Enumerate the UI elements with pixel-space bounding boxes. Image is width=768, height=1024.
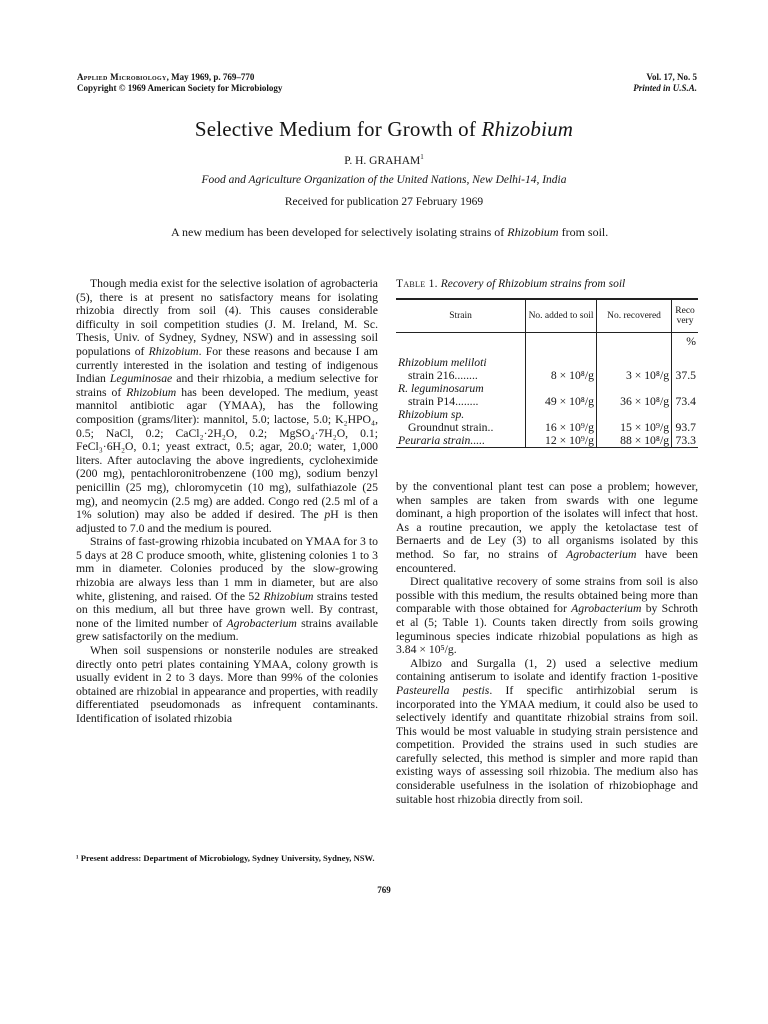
- volume-number: Vol. 17, No. 5: [646, 72, 697, 82]
- abstract-after: from soil.: [558, 225, 609, 239]
- italic-text-run: Leguminosae: [109, 372, 173, 386]
- left-paragraph-1: [76, 277, 378, 535]
- text-run: Though media exist for the selective isolation of agrobacteria (5), there is at present no satisfactory means for isolating rhizobia directly from soil (4). This causes considerable difficulty in soil competition studies (J. M. Ireland, M. Sc. Thesis, Univ. of Sydney, Sydney, NSW) and in assessing soil populations of: [76, 277, 378, 358]
- received-date: Received for publication 27 February 1969: [284, 196, 484, 208]
- text-run: When soil suspensions or nonsterile nodules are streaked directly onto petri plates containing YMAA, colony growth is usually evident in 2 to 3 days. More than 99% of the colonies obtained are rhizobial in appearance and properties, with readily differentiated pseudomonads as infrequent contaminants. Identification of isolated rhizobia: [76, 644, 378, 725]
- text-run: by the conventional plant test can pose a problem; however, when samples are taken from swards with one legume dominant, a high proportion of the isolates will infect that host. As a routine precaution, we apply the ketolactase test of Bernaerts and de Ley (3) to all organisms isolated by this method. So far, no strains of: [396, 480, 698, 561]
- table-row: [396, 421, 698, 434]
- table-unit-row: [396, 333, 698, 357]
- strain-name: Groundnut strain..: [408, 421, 494, 434]
- strain-name: Rhizobium sp.: [398, 408, 465, 421]
- footnote: ¹ Present address: Department of Microbiology, Sydney University, Sydney, NSW.: [76, 853, 375, 863]
- table-caption-text: Recovery of Rhizobium strains from soil: [440, 278, 626, 290]
- table-percent-unit: %: [672, 333, 698, 357]
- volume-header: [633, 72, 697, 94]
- text-run: and their rhizobia, a medium selective for strains of: [76, 372, 379, 399]
- recovery-percent: 73.3: [672, 434, 698, 448]
- table-row: [396, 369, 698, 382]
- italic-text-run: Rhizobium: [263, 589, 314, 603]
- right-column: [396, 480, 698, 806]
- recovery-percent: 37.5: [672, 369, 698, 382]
- right-paragraph-3: [396, 657, 698, 807]
- text-run: Albizo and Surgalla (1, 2) used a selective medium containing antiserum to isolate and identify fraction 1-positive: [396, 656, 698, 684]
- number-added: 8 × 10⁸/g: [526, 369, 597, 382]
- strain-name: strain P14........: [408, 395, 479, 408]
- copyright-line: Copyright © 1969 American Society for Microbiology: [77, 83, 283, 93]
- affiliation: Food and Agriculture Organization of the United Nations, New Delhi-14, India: [201, 174, 567, 186]
- text-run: Direct qualitative recovery of some strains from soil is also possible with this medium, the results obtained being more than comparable with those obtained for: [396, 575, 698, 616]
- text-run: . If specific antirhizobial serum is incorporated into the YMAA medium, it could also be used to selectively identify and quantitate rhizobial strains from soil. This would be most valuable in studying strain persistence and competition. Provided the strains used in such studies are carefully selected, this method is simpler and more rapid than existing ways of assessing soil rhizobia. The medium also has considerable usefulness in the isolation of rhizobiophage and suitable host rhizobia directly from soil.: [396, 683, 698, 806]
- author-footnote-mark: 1: [420, 153, 424, 161]
- page-number: 769: [377, 885, 391, 895]
- recovery-percent: 93.7: [672, 421, 698, 434]
- journal-name: Applied Microbiology: [77, 72, 167, 82]
- table-header-recovered: No. recovered: [596, 299, 671, 333]
- table-label: Table 1.: [396, 278, 438, 290]
- italic-text-run: Rhizobium: [148, 344, 199, 358]
- left-column: [76, 277, 378, 726]
- author-line: [0, 153, 768, 167]
- article-title: [0, 117, 768, 142]
- abstract-before: A new medium has been developed for selectively isolating strains of: [171, 225, 508, 239]
- table-row: [396, 395, 698, 408]
- number-added: 49 × 10⁸/g: [526, 395, 597, 408]
- title-italic: Rhizobium: [481, 117, 574, 141]
- text-run: Strains of fast-growing rhizobia incubated on YMAA for 3 to 5 days at 28 C produce smooth, white, glistening colonies 1 to 3 mm in diameter. Colonies produced by the slow-growing rhizobia are always less than 1 mm in diameter, but are also white, glistening, and raised. Of the 52: [76, 535, 378, 603]
- title-main: Selective Medium for Growth of: [194, 117, 482, 141]
- journal-header: [77, 72, 282, 94]
- right-paragraph-2: [396, 575, 698, 657]
- abstract: [131, 225, 641, 239]
- recovery-percent: 73.4: [672, 395, 698, 408]
- strain-name: strain 216........: [408, 369, 478, 382]
- italic-text-run: Rhizobium: [126, 385, 177, 399]
- left-paragraph-2: [76, 535, 378, 644]
- text-run: . For these reasons and because I am currently interested in the isolation and testing of indigenous Indian: [76, 344, 378, 386]
- text-run: have been encountered.: [396, 547, 699, 575]
- text-run: strains available grew satisfactorily on the medium.: [76, 616, 379, 644]
- text-run: H is then adjusted to 7.0 and the medium is poured.: [76, 508, 379, 535]
- italic-text-run: Agrobacterium: [571, 602, 642, 616]
- author-name: P. H. GRAHAM: [344, 154, 421, 167]
- italic-text-run: Agrobacterium: [226, 616, 297, 630]
- table-caption: [396, 278, 700, 290]
- table-header-strain: Strain: [396, 299, 526, 333]
- journal-issue: , May 1969, p. 769–770: [166, 72, 255, 82]
- number-added: 16 × 10⁹/g: [526, 421, 597, 434]
- printed-in: Printed in U.S.A.: [633, 83, 697, 93]
- text-run: has been developed. The medium, yeast mannitol antibiotic agar (YMAA), has the following composition (grams/liter): mannitol, 5.0; lactose, 5.0; K₂HPO₄, 0.5; NaCl, 0.2; CaCl₂·2H₂O, 0.2; MgSO₄·7H₂O, 0.1; FeCl₃·6H₂O, 0.1; yeast extract, 0.5; agar, 20.0; water, 1,000 liters. After autoclaving the above ingredients, cycloheximide (200 mg), pentachloronitrobenzene (100 mg), sodium benzyl penicillin (25 mg), chloromycetin (10 mg), sulfathiazole (25 mg), and neomycin (2.5 mg) are added. Congo red (2.5 ml of a 1% solution) may also be added if desired. The: [76, 385, 379, 522]
- number-recovered: 3 × 10⁸/g: [596, 369, 671, 382]
- table-row: [396, 356, 698, 369]
- table-row: [396, 408, 698, 421]
- left-paragraph-3: [76, 644, 378, 726]
- italic-text-run: Agrobacterium: [566, 547, 637, 561]
- number-recovered: 88 × 10⁸/g: [596, 434, 671, 448]
- table-header-added: No. added to soil: [526, 299, 597, 333]
- italic-text-run: p: [324, 508, 331, 522]
- table-row: [396, 434, 698, 448]
- italic-text-run: Pasteurella pestis: [396, 683, 490, 697]
- strain-name: Rhizobium meliloti: [398, 356, 487, 369]
- number-recovered: 36 × 10⁸/g: [596, 395, 671, 408]
- right-paragraph-1: [396, 480, 698, 575]
- text-run: strains tested on this medium, all but three have grown well. By contrast, none of the limited number of: [76, 589, 378, 630]
- table-header-recovery: Recovery: [672, 299, 698, 333]
- number-recovered: 15 × 10⁹/g: [596, 421, 671, 434]
- strain-name: Peuraria strain.....: [396, 434, 526, 448]
- table-row: [396, 382, 698, 395]
- strain-name: R. leguminosarum: [398, 382, 484, 395]
- text-run: by Schroth et al (5; Table 1). Counts taken directly from soils growing leguminous species indicate rhizobial populations as high as 3.84 × 10⁵/g.: [396, 602, 698, 657]
- abstract-italic: Rhizobium: [507, 225, 559, 239]
- recovery-table: [396, 298, 698, 448]
- number-added: 12 × 10⁹/g: [526, 434, 597, 448]
